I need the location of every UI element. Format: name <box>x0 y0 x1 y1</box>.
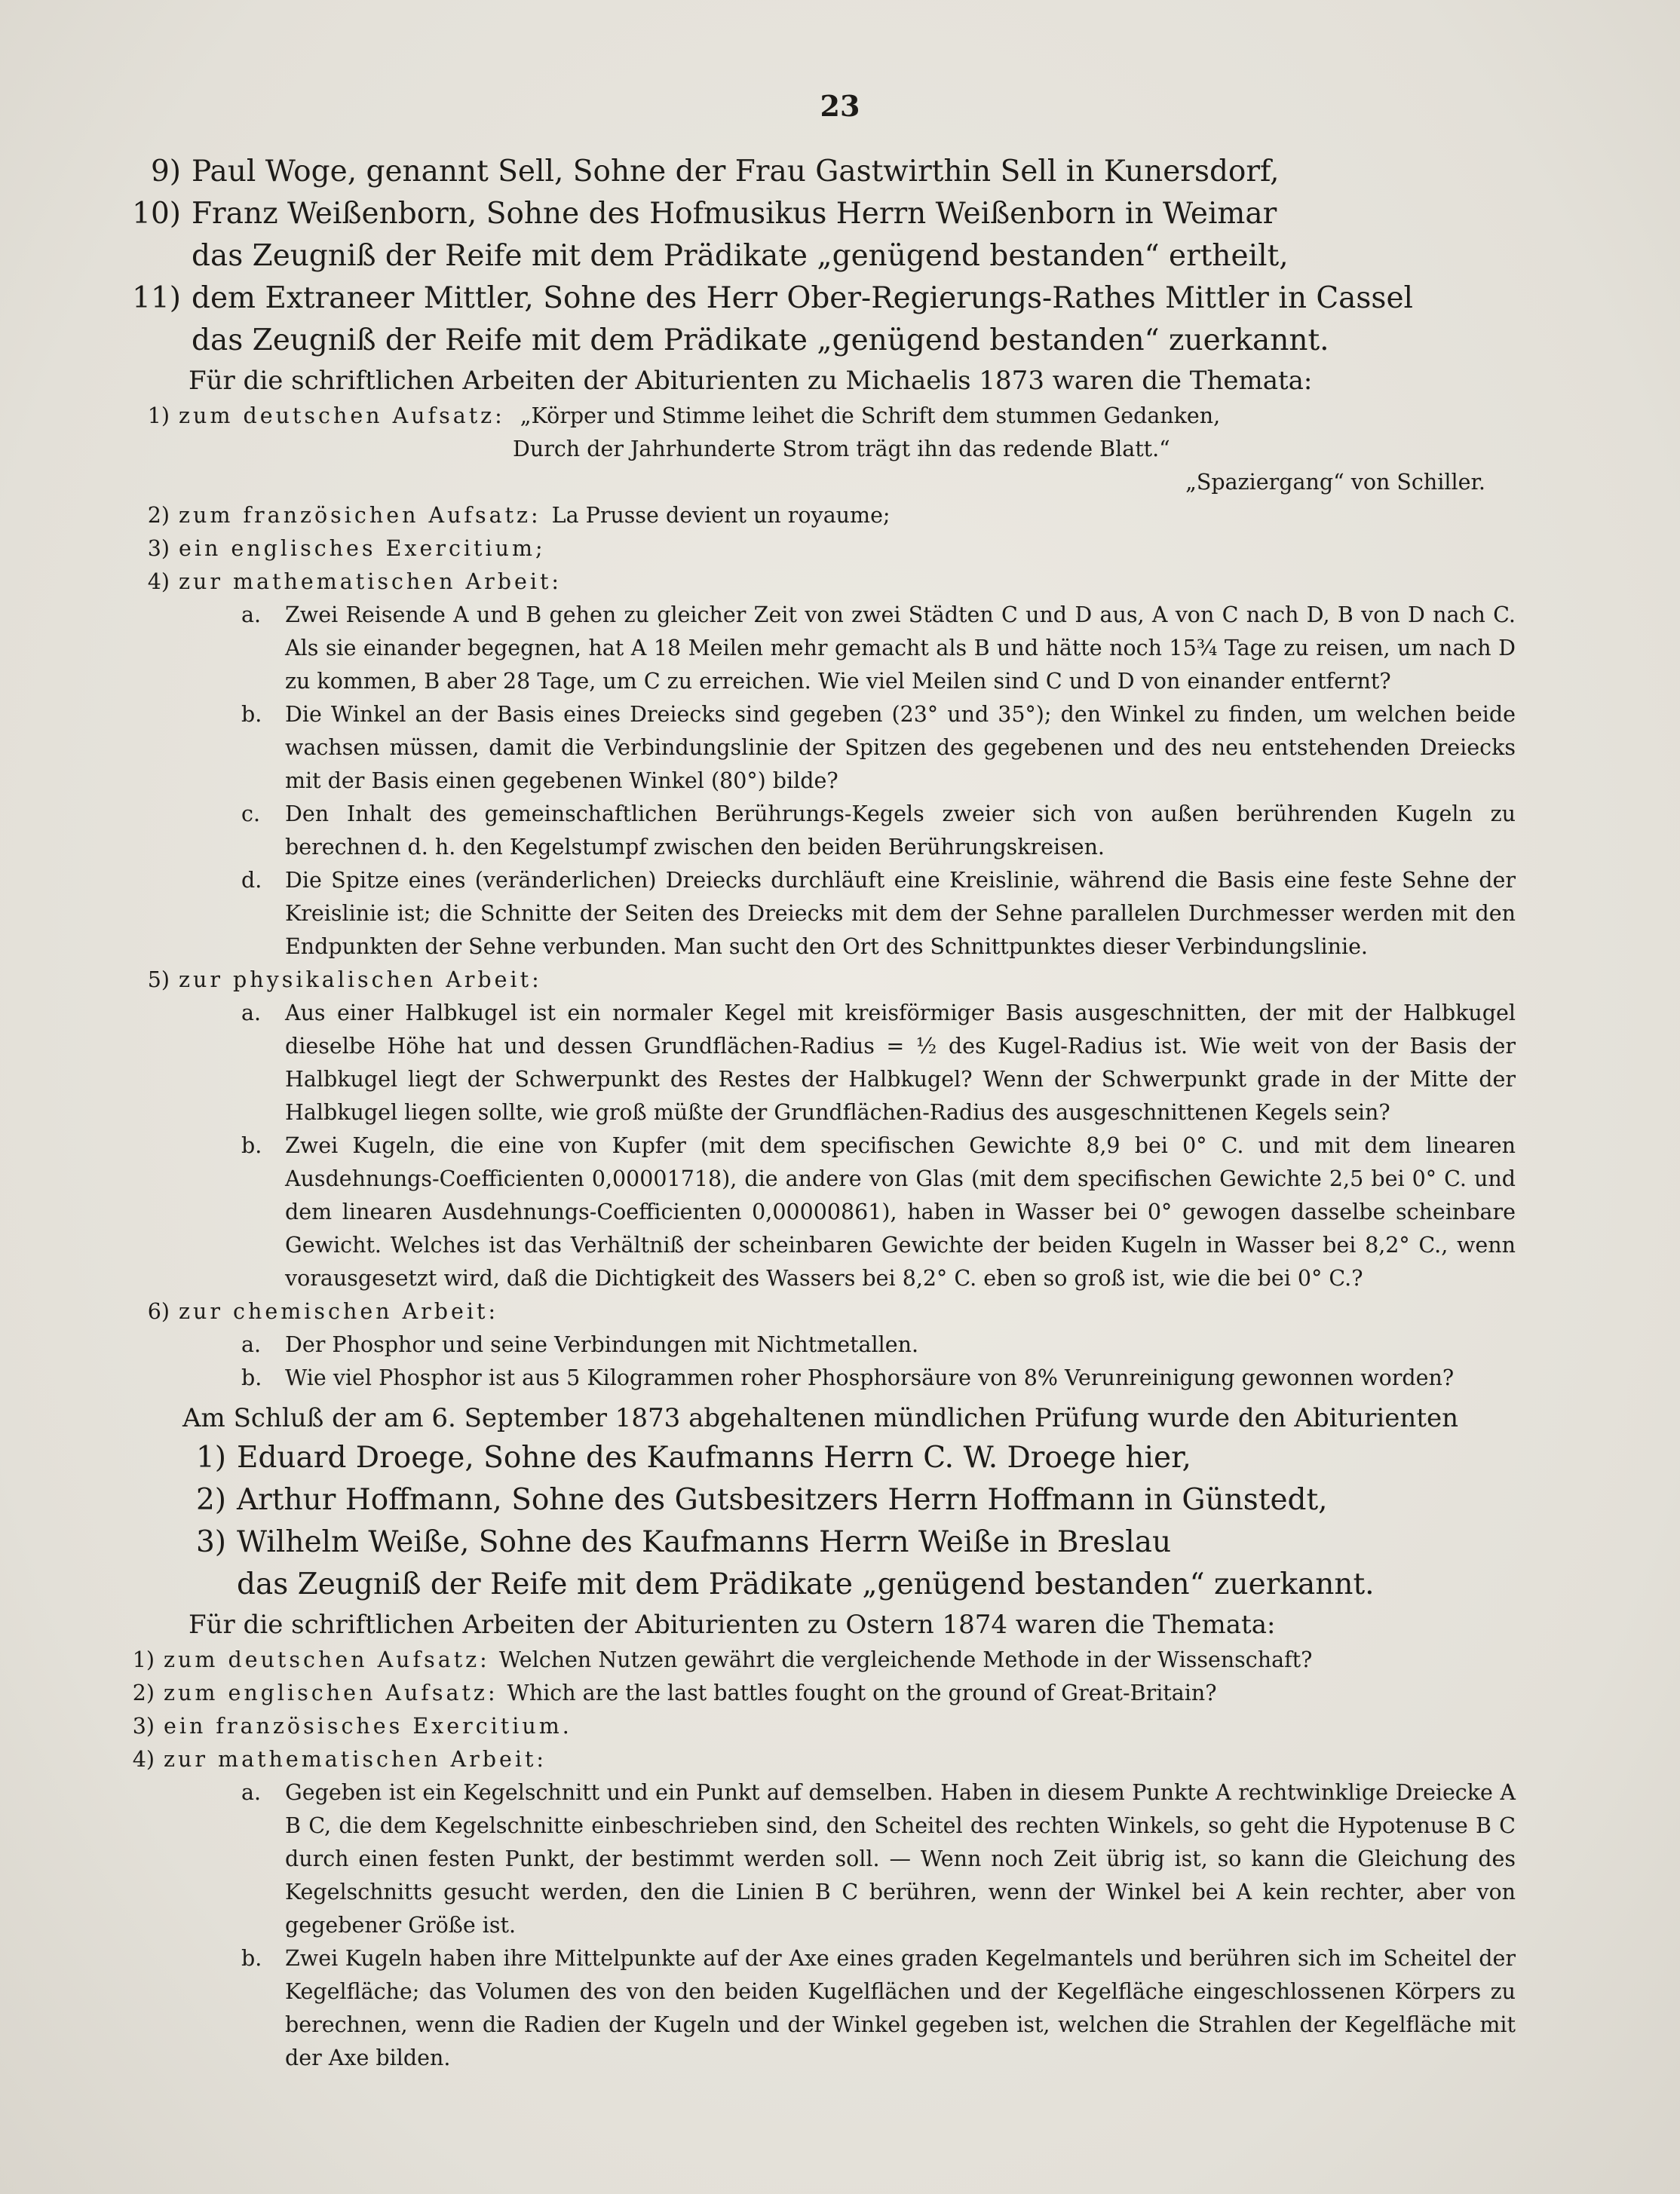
graduate-text: Paul Woge, genannt Sell, Sohne der Frau Gastwirthin Sell in Kunersdorf, <box>192 155 1280 188</box>
theme-german <box>113 1644 1531 1677</box>
list-number: 1) <box>195 1441 226 1475</box>
list-number: 4) <box>132 1747 155 1772</box>
theme-french <box>113 1710 1531 1743</box>
problem-text: Die Spitze eines (veränderlichen) Dreiecks durchläuft eine Kreislinie, während die Basis eine feste Sehne der Kreislinie ist; die Schnitte der Seiten des Dreiecks mit dem der Sehne parallelen Durchmesser werden mit den Endpunkten der Sehne verbunden. Man sucht den Ort des Schnittpunktes dieser Verbindungslinie. <box>285 868 1516 959</box>
problem-text: Gegeben ist ein Kegelschnitt und ein Punkt auf demselben. Haben in diesem Punkte A rechtwinklige Dreiecke A B C, die dem Kegelschnitte einbeschrieben sind, den Scheitel des rechten Winkels, so geht die Hypotenuse B C durch einen festen Punkt, der bestimmt werden soll. — Wenn noch Zeit übrig ist, so kann die Gleichung des Kegelschnitts gesucht werden, den die Linien B C berühren, wenn der Winkel bei A kein rechter, aber von gegebener Größe ist. <box>285 1780 1516 1938</box>
graduate-text: Arthur Hoffmann, Sohne des Gutsbesitzers Herrn Hoffmann in Günstedt, <box>237 1483 1328 1517</box>
list-number: 3) <box>147 536 170 561</box>
list-number: 11) <box>132 281 181 315</box>
graduate-entry <box>113 151 1531 193</box>
problem-letter: a. <box>241 1780 262 1805</box>
quote-line: „Körper und Stimme leihet die Schrift dem stummen Gedanken, <box>520 403 1221 428</box>
physics-problem <box>113 1129 1531 1295</box>
problem-letter: c. <box>241 801 261 826</box>
graduate-text: Franz Weißenborn, Sohne des Hofmusikus Herrn Weißenborn in Weimar <box>192 197 1277 231</box>
math-problem <box>113 599 1531 698</box>
graduate-entry <box>113 277 1531 320</box>
theme-label: zur mathematischen Arbeit: <box>179 569 563 594</box>
math-problem <box>113 698 1531 798</box>
theme-label: zum französichen Aufsatz: <box>179 503 541 528</box>
list-number: 9) <box>150 155 181 188</box>
theme-physics <box>113 964 1531 997</box>
verdict-line: das Zeugniß der Reife mit dem Prädikate „genügend bestanden“ ertheilt, <box>192 239 1289 273</box>
list-number: 10) <box>132 197 181 231</box>
page-number: 23 <box>820 89 860 123</box>
exam-intro: Am Schluß der am 6. September 1873 abgehaltenen mündlichen Prüfung wurde den Abiturienten <box>182 1403 1458 1433</box>
problem-letter: b. <box>241 1133 262 1158</box>
problem-text: Wie viel Phosphor ist aus 5 Kilogrammen roher Phosphorsäure von 8% Verunreinigung gewonnen worden? <box>285 1365 1455 1390</box>
theme-german <box>113 400 1531 433</box>
problem-text: Den Inhalt des gemeinschaftlichen Berührungs-Kegels zweier sich von außen berührenden Kugeln zu berechnen d. h. den Kegelstumpf zwischen den beiden Berührungskreisen. <box>285 801 1516 860</box>
list-number: 1) <box>147 403 170 428</box>
list-number: 6) <box>147 1299 170 1324</box>
graduate-entry <box>113 1437 1531 1479</box>
theme-label: zum deutschen Aufsatz: <box>179 403 505 428</box>
problem-letter: a. <box>241 1332 262 1357</box>
list-number: 2) <box>195 1483 226 1517</box>
graduate-text: Wilhelm Weiße, Sohne des Kaufmanns Herrn Weiße in Breslau <box>237 1525 1172 1559</box>
graduate-entry <box>113 193 1531 235</box>
problem-text: Zwei Kugeln, die eine von Kupfer (mit dem specifischen Gewichte 8,9 bei 0° C. und mit dem linearen Ausdehnungs-Coefficienten 0,00001718), die andere von Glas (mit dem specifischen Gewichte 2,5 bei 0° C. und dem linearen Ausdehnungs-Coefficienten 0,00000861), haben in Wasser bei 0° gewogen dasselbe scheinbare Gewicht. Welches ist das Verhältniß der scheinbaren Gewichte der beiden Kugeln in Wasser bei 8,2° C., wenn vorausgesetzt wird, daß die Dichtigkeit des Wassers bei 8,2° C. eben so groß ist, wie die bei 0° C.? <box>285 1133 1516 1291</box>
problem-letter: b. <box>241 702 262 727</box>
page-content <box>113 151 1531 2075</box>
theme-english <box>113 532 1531 565</box>
quote-line: Durch der Jahrhunderte Strom trägt ihn das redende Blatt.“ <box>513 437 1170 461</box>
problem-letter: b. <box>241 1365 262 1390</box>
theme-text: La Prusse devient un royaume; <box>551 503 891 528</box>
graduate-entry <box>113 1521 1531 1564</box>
verdict-line: das Zeugniß der Reife mit dem Prädikate „genügend bestanden“ zuerkannt. <box>192 323 1329 357</box>
problem-text: Zwei Kugeln haben ihre Mittelpunkte auf der Axe eines graden Kegelmantels und berühren sich im Scheitel der Kegelfläche; das Volumen des von den beiden Kugelflächen und der Kegelfläche eingeschlossenen Körpers zu berechnen, wenn die Radien der Kugeln und der Winkel gegeben ist, welchen die Strahlen der Kegelfläche mit der Axe bilden. <box>285 1946 1516 2070</box>
theme-text: Which are the last battles fought on the ground of Great-Britain? <box>507 1681 1217 1705</box>
list-number: 3) <box>195 1525 226 1559</box>
theme-math <box>113 1743 1531 1776</box>
theme-label: zur chemischen Arbeit: <box>179 1299 499 1324</box>
math-problem <box>113 1776 1531 1942</box>
theme-label: zur mathematischen Arbeit: <box>164 1747 547 1772</box>
list-number: 5) <box>147 967 170 992</box>
theme-french <box>113 499 1531 532</box>
theme-label: ein französisches Exercitium. <box>164 1714 572 1739</box>
quote-attribution: „Spaziergang“ von Schiller. <box>1185 470 1485 495</box>
math-problem <box>113 798 1531 864</box>
problem-letter: b. <box>241 1946 262 1971</box>
list-number: 2) <box>132 1681 155 1705</box>
list-number: 3) <box>132 1714 155 1739</box>
section-heading-ostern: Für die schriftlichen Arbeiten der Abiturienten zu Ostern 1874 waren die Themata: <box>189 1610 1276 1640</box>
physics-problem <box>113 997 1531 1129</box>
theme-label: zum deutschen Aufsatz: <box>164 1647 490 1672</box>
list-number: 4) <box>147 569 170 594</box>
theme-label: ein englisches Exercitium; <box>179 536 546 561</box>
graduate-text: Eduard Droege, Sohne des Kaufmanns Herrn C. W. Droege hier, <box>237 1441 1191 1475</box>
theme-label: zum englischen Aufsatz: <box>164 1681 498 1705</box>
problem-text: Aus einer Halbkugel ist ein normaler Kegel mit kreisförmiger Basis ausgeschnitten, der mit der Halbkugel dieselbe Höhe hat und dessen Grundflächen-Radius = ½ des Kugel-Radius ist. Wie weit von der Basis der Halbkugel liegt der Schwerpunkt des Restes der Halbkugel? Wenn der Schwerpunkt grade in der Mitte der Halbkugel liegen sollte, wie groß müßte der Grundflächen-Radius des ausgeschnittenen Kegels sein? <box>285 1000 1516 1125</box>
list-number: 2) <box>147 503 170 528</box>
graduate-text: dem Extraneer Mittler, Sohne des Herr Ober-Regierungs-Rathes Mittler in Cassel <box>192 281 1414 315</box>
math-problem <box>113 1942 1531 2075</box>
theme-math <box>113 565 1531 599</box>
chemistry-problem <box>113 1328 1531 1362</box>
theme-text: Welchen Nutzen gewährt die vergleichende Methode in der Wissenschaft? <box>498 1647 1313 1672</box>
problem-text: Der Phosphor und seine Verbindungen mit Nichtmetallen. <box>285 1332 919 1357</box>
problem-letter: a. <box>241 1000 262 1025</box>
chemistry-problem <box>113 1362 1531 1395</box>
problem-text: Die Winkel an der Basis eines Dreiecks sind gegeben (23° und 35°); den Winkel zu finden, um welchen beide wachsen müssen, damit die Verbindungslinie der Spitzen des gegebenen und des neu entstehenden Dreiecks mit der Basis einen gegebenen Winkel (80°) bilde? <box>285 702 1516 793</box>
problem-letter: d. <box>241 868 262 893</box>
theme-english <box>113 1677 1531 1710</box>
list-number: 1) <box>132 1647 155 1672</box>
problem-letter: a. <box>241 602 262 627</box>
verdict-line: das Zeugniß der Reife mit dem Prädikate „genügend bestanden“ zuerkannt. <box>237 1567 1375 1601</box>
section-heading-michaelis: Für die schriftlichen Arbeiten der Abiturienten zu Michaelis 1873 waren die Themata: <box>189 366 1313 396</box>
theme-chemistry <box>113 1295 1531 1328</box>
theme-label: zur physikalischen Arbeit: <box>179 967 542 992</box>
problem-text: Zwei Reisende A und B gehen zu gleicher Zeit von zwei Städten C und D aus, A von C nach D, B von D nach C. Als sie einander begegnen, hat A 18 Meilen mehr gemacht als B und hätte noch 15¾ Tage zu reisen, um nach D zu kommen, B aber 28 Tage, um C zu erreichen. Wie viel Meilen sind C und D von einander entfernt? <box>285 602 1516 694</box>
graduate-entry <box>113 1479 1531 1521</box>
math-problem <box>113 864 1531 964</box>
